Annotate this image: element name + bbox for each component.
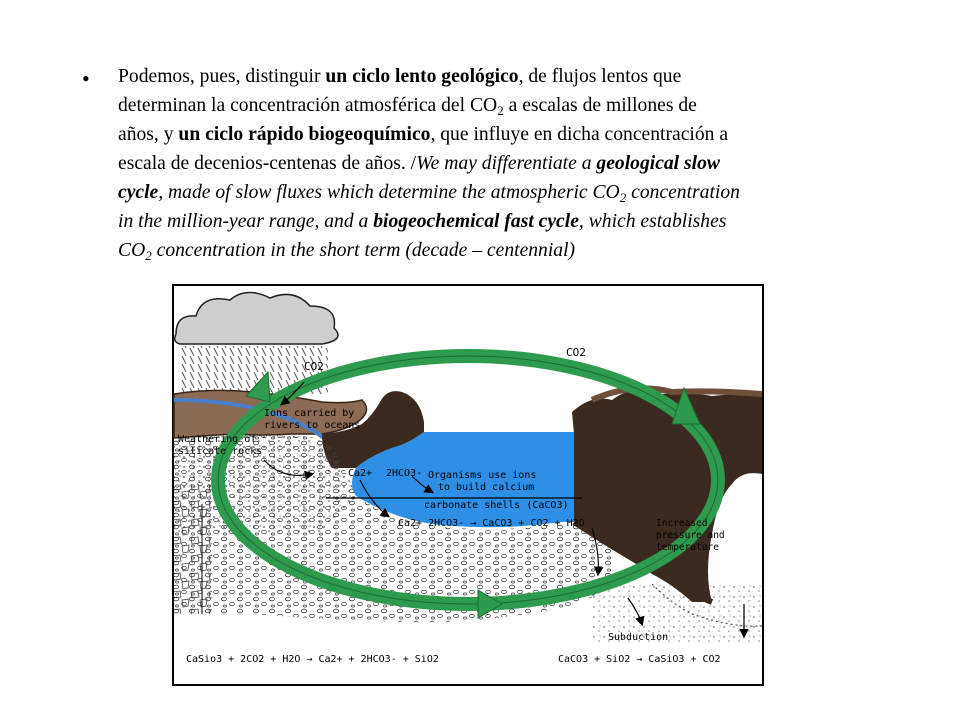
reaction-middle: Ca2+ 2HCO3- → CaCO3 + CO2 + H2O: [398, 518, 585, 529]
increased-label-2: pressure and: [656, 530, 725, 541]
weathering-label-2: silicate rocks: [178, 446, 263, 457]
ions-rivers-label-2: rivers to oceans: [264, 420, 361, 431]
bold-span: un ciclo rápido biogeoquímico: [178, 124, 431, 145]
organisms-label-2: to build calcium: [438, 482, 535, 493]
paragraph-line-1: [118, 62, 888, 91]
bold-italic-span: geological slow: [596, 153, 720, 174]
subscript: 2: [497, 103, 504, 118]
equation-right: CaCO3 + SiO2 → CaSiO3 + CO2: [558, 654, 721, 665]
paragraph-line-7: [118, 236, 888, 265]
description-paragraph: [118, 62, 888, 265]
text-span: , de flujos lentos que: [518, 66, 682, 87]
text-span: a escalas de millones de: [503, 95, 697, 116]
paragraph-line-3: [118, 120, 888, 149]
paragraph-line-2: [118, 91, 888, 120]
equation-left: CaSio3 + 2CO2 + H2O → Ca2+ + 2HCO3- + SiO2: [186, 654, 439, 665]
bold-italic-span: biogeochemical fast cycle: [373, 211, 579, 232]
text-span: Podemos, pues, distinguir: [118, 66, 326, 87]
italic-span: concentration in the short term (decade – centennial): [151, 240, 576, 261]
italic-span: concentration: [626, 182, 740, 203]
subduction-label: Subduction: [608, 632, 669, 643]
text-span: , que influye en dicha concentración a: [430, 124, 729, 145]
paragraph-line-4: [118, 149, 888, 178]
text-span: escala de decenios-centenas de años. /: [118, 153, 417, 174]
ions-rivers-label-1: Ions carried by: [264, 408, 355, 419]
organisms-label-1: Organisms use ions: [428, 470, 537, 481]
bold-italic-span: cycle: [118, 182, 159, 203]
paragraph-line-5: [118, 178, 888, 207]
co2-label-left: CO2: [304, 360, 324, 373]
organisms-label-3: carbonate shells (CaCO3): [424, 500, 569, 511]
ions-upper-ca: Ca2+: [348, 468, 373, 479]
italic-span: We may differentiate a: [416, 153, 597, 174]
subscript: 2: [619, 190, 627, 205]
text-span: determinan la concentración atmosférica del CO: [118, 95, 498, 116]
increased-label-1: Increased: [656, 518, 708, 529]
weathering-label-1: Weathering of: [178, 434, 257, 445]
italic-span: CO: [118, 240, 146, 261]
silicate-rocks: [174, 484, 212, 614]
bold-span: un ciclo lento geológico: [325, 66, 519, 87]
bullet-marker: •: [82, 66, 90, 91]
italic-span: , which establishes: [578, 211, 727, 232]
paragraph-line-6: [118, 207, 888, 236]
text-span: años, y: [118, 124, 179, 145]
carbon-cycle-diagram: [172, 284, 764, 686]
subscript: 2: [145, 248, 152, 263]
italic-span: , made of slow fluxes which determine the atmospheric CO: [158, 182, 620, 203]
increased-label-3: temperature: [656, 542, 719, 553]
ions-upper-hco3: 2HCO3-: [386, 468, 423, 479]
co2-label-right: CO2: [718, 566, 738, 579]
co2-label-top: CO2: [566, 346, 586, 359]
italic-span: in the million-year range, and a: [118, 211, 374, 232]
